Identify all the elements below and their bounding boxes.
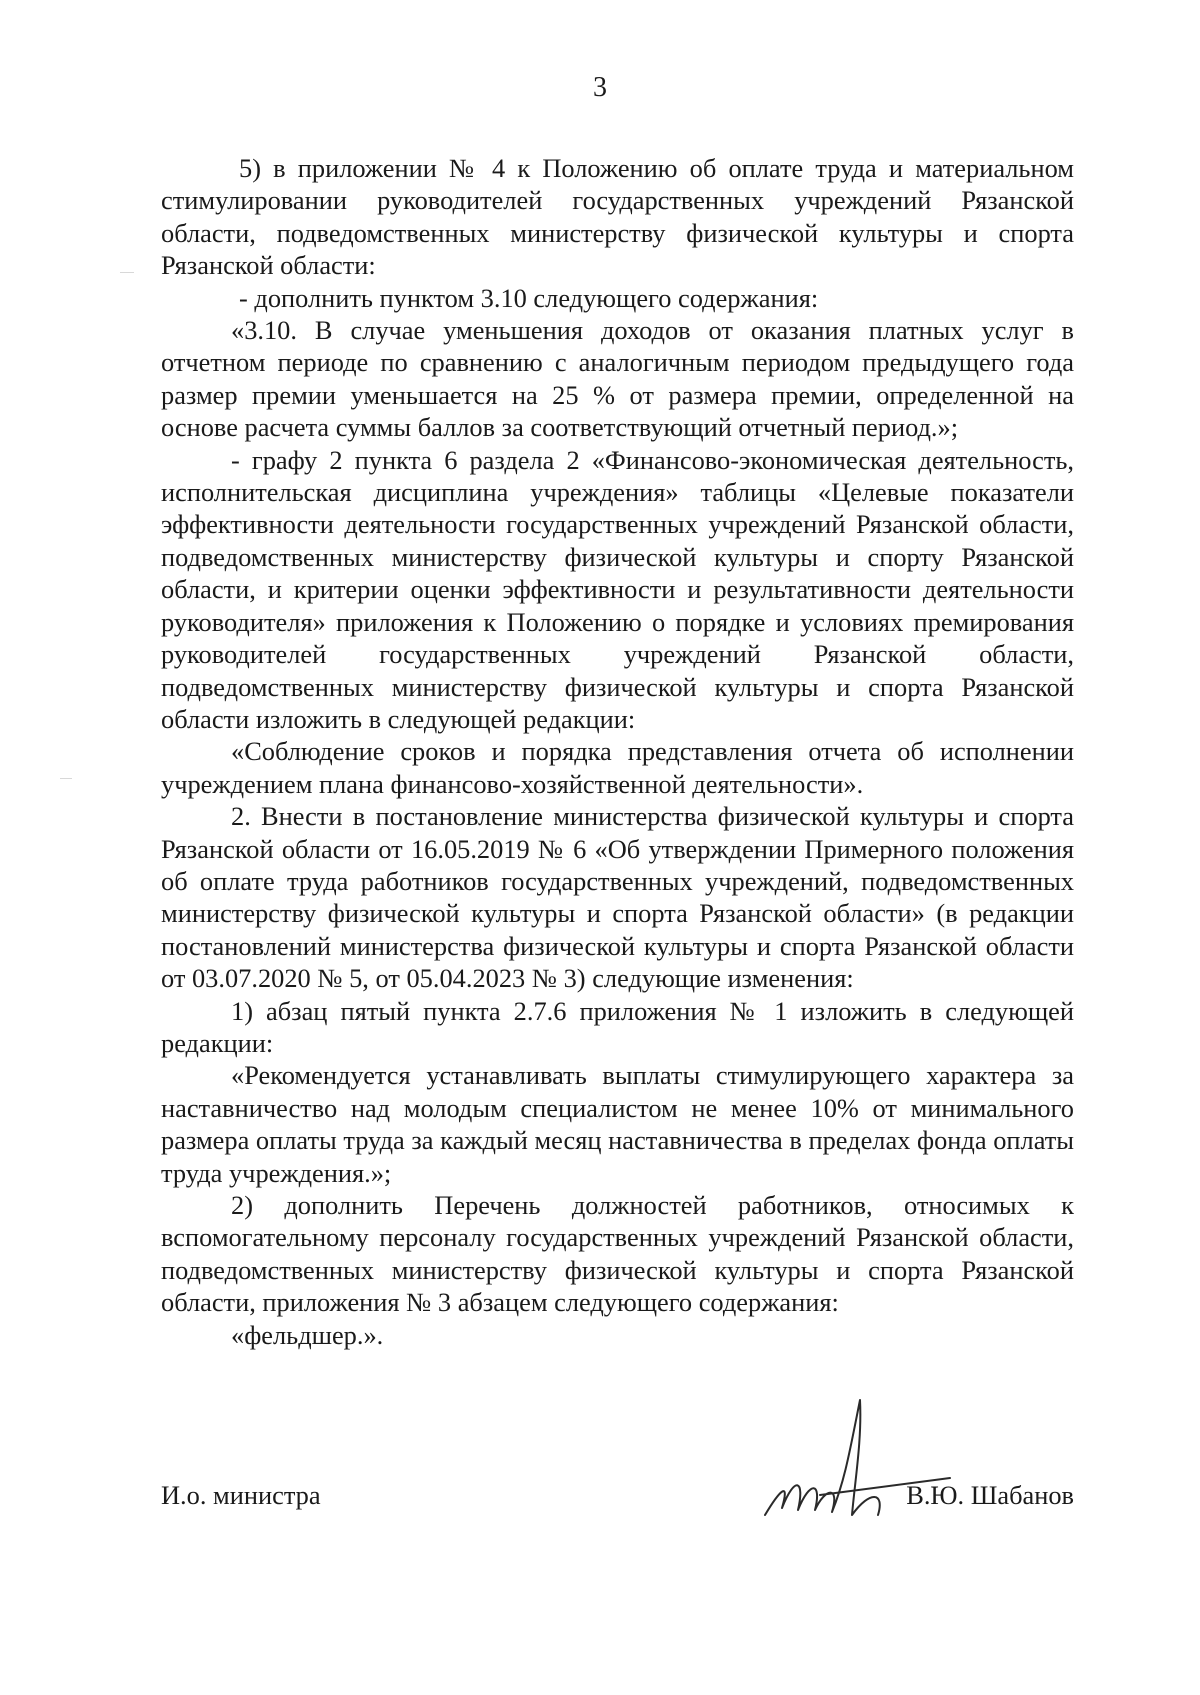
paragraph-quote-paramedic: «фельдшер.». xyxy=(231,1319,384,1350)
paragraph-item-2-amend: 2. Внести в постановление министерства физической культуры и спорта Рязанской области от 16.05.2019 № 6 «Об утверждении Примерного положения об оплате труда работников государственных учреждений, подведомственных министерству физической культуры и спорта Рязанской области» (в редакции постановлений министерства физической культуры и спорта Рязанской области от 03.07.2020 № 5, от 05.04.2023 № 3) следующие изменения: xyxy=(161,801,1074,994)
signature-block xyxy=(161,1480,1074,1520)
paragraph-sub-1: 1) абзац пятый пункта 2.7.6 приложения № 1 изложить в следующей редакции: xyxy=(161,995,1074,1058)
signatory-position: И.о. министра xyxy=(161,1480,321,1510)
page-number: 3 xyxy=(593,72,607,103)
margin-mark xyxy=(60,778,72,779)
paragraph-quote-mentorship: «Рекомендуется устанавливать выплаты стимулирующего характера за наставничество над молодым специалистом не менее 10% от минимального размера оплаты труда за каждый месяц наставничества в пределах фонда оплаты труда учреждения.»; xyxy=(161,1060,1074,1188)
paragraph-item-5: 5) в приложении № 4 к Положению об оплате труда и материальном стимулировании руководителей государственных учреждений Рязанской области, подведомственных министерству физической культуры и спорта Рязанской области: xyxy=(161,153,1074,281)
document-body xyxy=(161,152,1074,1351)
paragraph-sub-2: 2) дополнить Перечень должностей работников, относимых к вспомогательному персоналу государственных учреждений Рязанской области, подведомственных министерству физической культуры и спорта Рязанской области, приложения № 3 абзацем следующего содержания: xyxy=(161,1190,1074,1318)
signatory-name: В.Ю. Шабанов xyxy=(906,1480,1074,1510)
paragraph-column-2-point-6: - графу 2 пункта 6 раздела 2 «Финансово-экономическая деятельность, исполнительская дисциплина учреждения» таблицы «Целевые показатели эффективности деятельности государственных учреждений Рязанской области, подведомственных министерству физической культуры и спорту Рязанской области, и критерии оценки эффективности и результативности деятельности руководителя» приложения к Положению о порядке и условиях премирования руководителей государственных учреждений Рязанской области, подведомственных министерству физической культуры и спорта Рязанской области изложить в следующей редакции: xyxy=(161,444,1074,734)
margin-mark xyxy=(120,272,134,273)
paragraph-add-point-3-10: - дополнить пунктом 3.10 следующего содержания: xyxy=(239,282,819,313)
paragraph-quote-3-10: «3.10. В случае уменьшения доходов от оказания платных услуг в отчетном периоде по сравнению с аналогичным периодом предыдущего года размер премии уменьшается на 25 % от размера премии, определенной на основе расчета суммы баллов за соответствующий отчетный период.»; xyxy=(161,315,1074,443)
paragraph-quote-deadlines: «Соблюдение сроков и порядка представления отчета об исполнении учреждением плана финансово-хозяйственной деятельности». xyxy=(161,736,1074,799)
